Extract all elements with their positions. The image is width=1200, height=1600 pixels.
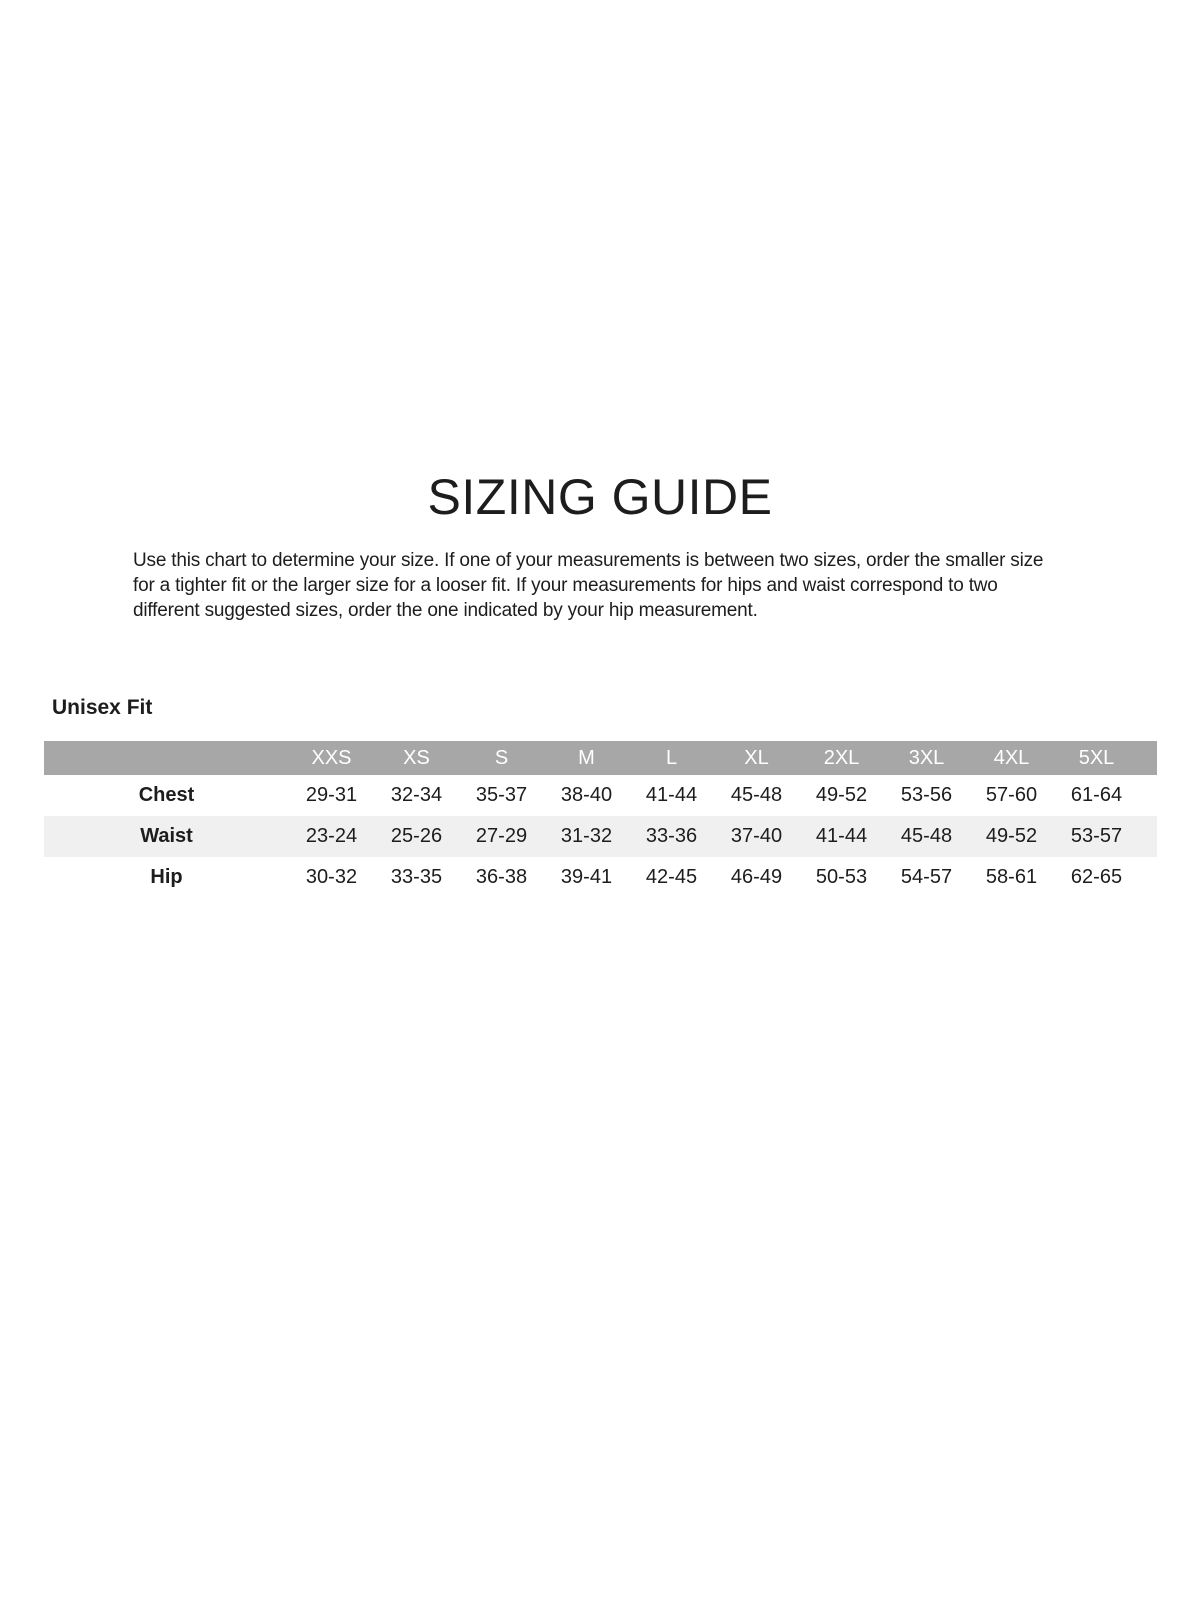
waist-cell: 41-44 [815,825,868,847]
hip-cell: 62-65 [1070,866,1123,888]
table-row-hip [44,857,1157,898]
section-label-unisex-fit: Unisex Fit [52,696,153,719]
hip-cell: 33-35 [390,866,443,888]
intro-paragraph: Use this chart to determine your size. If one of your measurements is between two sizes, order the smaller size for a tighter fit or the larger size for a looser fit. If your measurements for hips and waist correspond to two different suggested sizes, order the one indicated by your hip measurement. [133,550,1044,621]
row-label-hip: Hip [150,866,183,888]
header-label-spacer [44,741,289,775]
size-col-header: S [459,741,544,775]
hip-cell: 58-61 [985,866,1038,888]
waist-cell: 23-24 [305,825,358,847]
chest-cell: 53-56 [900,784,953,806]
page-title: SIZING GUIDE [427,469,773,525]
hip-cell: 42-45 [645,866,698,888]
size-col-header: XL [714,741,799,775]
size-col-header: 2XL [799,741,884,775]
waist-cell: 25-26 [390,825,443,847]
chest-cell: 38-40 [560,784,613,806]
row-right-spacer [1139,816,1157,857]
table-row-waist [44,816,1157,857]
waist-cell: 27-29 [475,825,528,847]
row-label-waist: Waist [140,825,193,847]
chest-cell: 45-48 [730,784,783,806]
row-right-spacer [1139,775,1157,816]
hip-cell: 54-57 [900,866,953,888]
chest-cell: 41-44 [645,784,698,806]
waist-cell: 33-36 [645,825,698,847]
chest-cell: 32-34 [390,784,443,806]
chest-cell: 35-37 [475,784,528,806]
size-col-header: L [629,741,714,775]
header-right-spacer [1139,741,1157,775]
waist-cell: 49-52 [985,825,1038,847]
chest-cell: 61-64 [1070,784,1123,806]
hip-cell: 50-53 [815,866,868,888]
waist-cell: 45-48 [900,825,953,847]
size-col-header: 3XL [884,741,969,775]
size-col-header: XS [374,741,459,775]
row-label-chest: Chest [138,784,195,806]
size-table-header-row [44,741,1157,775]
row-right-spacer [1139,857,1157,898]
size-col-header: 5XL [1054,741,1139,775]
waist-cell: 37-40 [730,825,783,847]
size-col-header: 4XL [969,741,1054,775]
hip-cell: 36-38 [475,866,528,888]
size-col-header: M [544,741,629,775]
table-row-chest [44,775,1157,816]
size-table [44,741,1157,898]
size-col-header: XXS [289,741,374,775]
chest-cell: 57-60 [985,784,1038,806]
chest-cell: 49-52 [815,784,868,806]
hip-cell: 46-49 [730,866,783,888]
hip-cell: 39-41 [560,866,613,888]
hip-cell: 30-32 [305,866,358,888]
chest-cell: 29-31 [305,784,358,806]
waist-cell: 31-32 [560,825,613,847]
waist-cell: 53-57 [1070,825,1123,847]
